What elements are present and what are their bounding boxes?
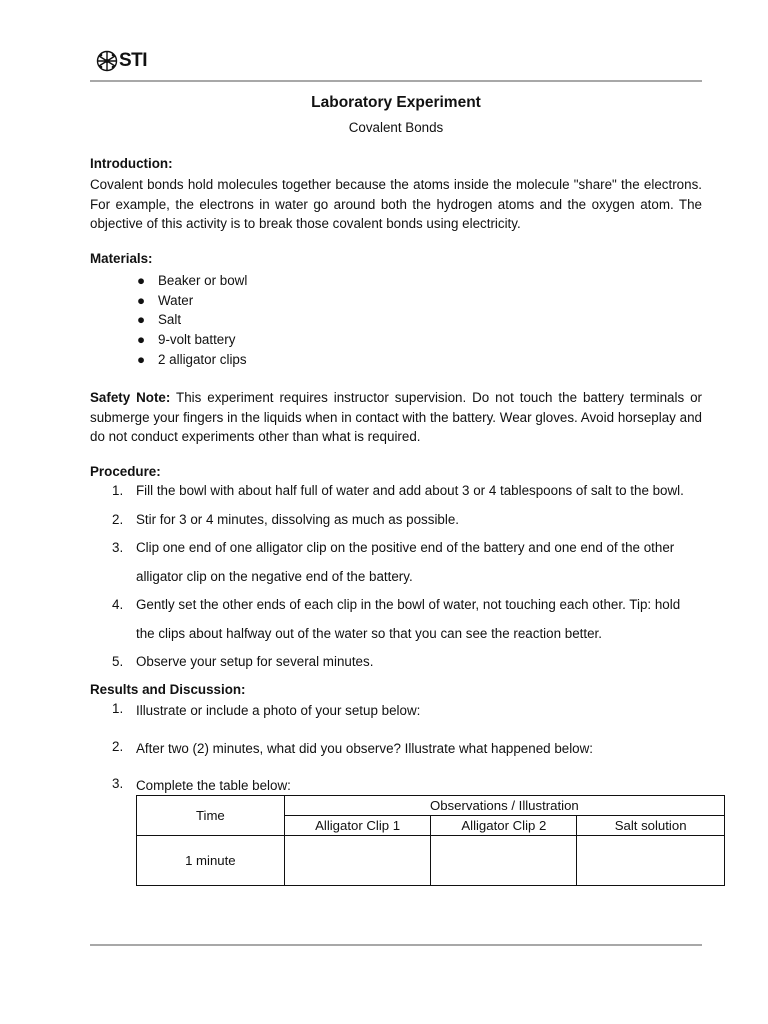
header-divider	[90, 80, 702, 82]
bullet-icon: ●	[137, 332, 146, 348]
table-row	[137, 836, 725, 886]
time-header: Time	[137, 796, 285, 836]
item-text: Illustrate or include a photo of your setup below:	[136, 703, 421, 718]
salt-solution-header: Salt solution	[577, 816, 725, 836]
introduction-label: Introduction:	[90, 156, 173, 171]
footer-divider	[90, 944, 702, 946]
list-item	[90, 310, 247, 330]
list-item	[90, 350, 247, 370]
bullet-icon: ●	[137, 292, 146, 308]
material-item: Salt	[158, 312, 182, 328]
materials-list	[90, 271, 247, 369]
step-number: 2.	[112, 512, 124, 527]
material-item: Water	[158, 292, 194, 308]
alligator-clip-2-header: Alligator Clip 2	[431, 816, 577, 836]
globe-icon	[96, 50, 118, 72]
clip2-cell[interactable]	[431, 836, 577, 886]
list-item	[90, 271, 247, 291]
time-cell: 1 minute	[137, 836, 285, 886]
safety-note	[90, 388, 702, 447]
item-number: 2.	[112, 739, 124, 754]
material-item: 9-volt battery	[158, 332, 236, 348]
material-item: 2 alligator clips	[158, 351, 247, 367]
item-number: 3.	[112, 776, 124, 791]
list-item	[90, 330, 247, 350]
observations-header: Observations / Illustration	[284, 796, 724, 816]
step-text: Gently set the other ends of each clip in the bowl of water, not touching each other. Tip: hold the clips about halfway out of the water so that you can see the reaction better.	[136, 597, 681, 641]
page-subtitle: Covalent Bonds	[348, 120, 444, 135]
item-text: Complete the table below:	[136, 778, 291, 793]
introduction-text: Covalent bonds hold molecules together because the atoms inside the molecule "share" the electrons. For example, the electrons in water go around both the hydrogen atoms and the oxygen atom. The objective of this activity is to break those covalent bonds using electricity.	[90, 177, 702, 231]
logo-text: STI	[119, 50, 148, 71]
step-text: Observe your setup for several minutes.	[136, 654, 374, 669]
material-item: Beaker or bowl	[158, 273, 248, 288]
item-text: After two (2) minutes, what did you observe? Illustrate what happened below:	[136, 741, 594, 756]
clip1-cell[interactable]	[284, 836, 431, 886]
step-text: Clip one end of one alligator clip on the positive end of the battery and one end of the other alligator clip on the negative end of the battery.	[136, 540, 675, 584]
bullet-icon: ●	[137, 351, 146, 367]
sti-logo	[96, 50, 147, 72]
salt-cell[interactable]	[577, 836, 725, 886]
list-item	[90, 291, 247, 311]
step-number: 5.	[112, 654, 124, 669]
step-text: Fill the bowl with about half full of water and add about 3 or 4 tablespoons of salt to the bowl.	[136, 483, 684, 498]
results-label: Results and Discussion:	[90, 682, 246, 697]
procedure-label: Procedure:	[90, 464, 161, 479]
materials-label: Materials:	[90, 251, 153, 266]
safety-text: This experiment requires instructor supervision. Do not touch the battery terminals or submerge your fingers in the liquids when in contact with the battery. Wear gloves. Avoid horseplay and do not conduct experiments other than what is required.	[90, 390, 702, 444]
observations-table	[136, 795, 725, 886]
alligator-clip-1-header: Alligator Clip 1	[284, 816, 431, 836]
step-text: Stir for 3 or 4 minutes, dissolving as much as possible.	[136, 512, 460, 527]
item-number: 1.	[112, 701, 124, 716]
safety-label: Safety Note:	[90, 390, 171, 405]
step-number: 3.	[112, 540, 124, 555]
bullet-icon: ●	[137, 312, 146, 328]
step-number: 1.	[112, 483, 124, 498]
page-title: Laboratory Experiment	[311, 94, 481, 111]
bullet-icon: ●	[137, 273, 146, 288]
step-number: 4.	[112, 597, 124, 612]
